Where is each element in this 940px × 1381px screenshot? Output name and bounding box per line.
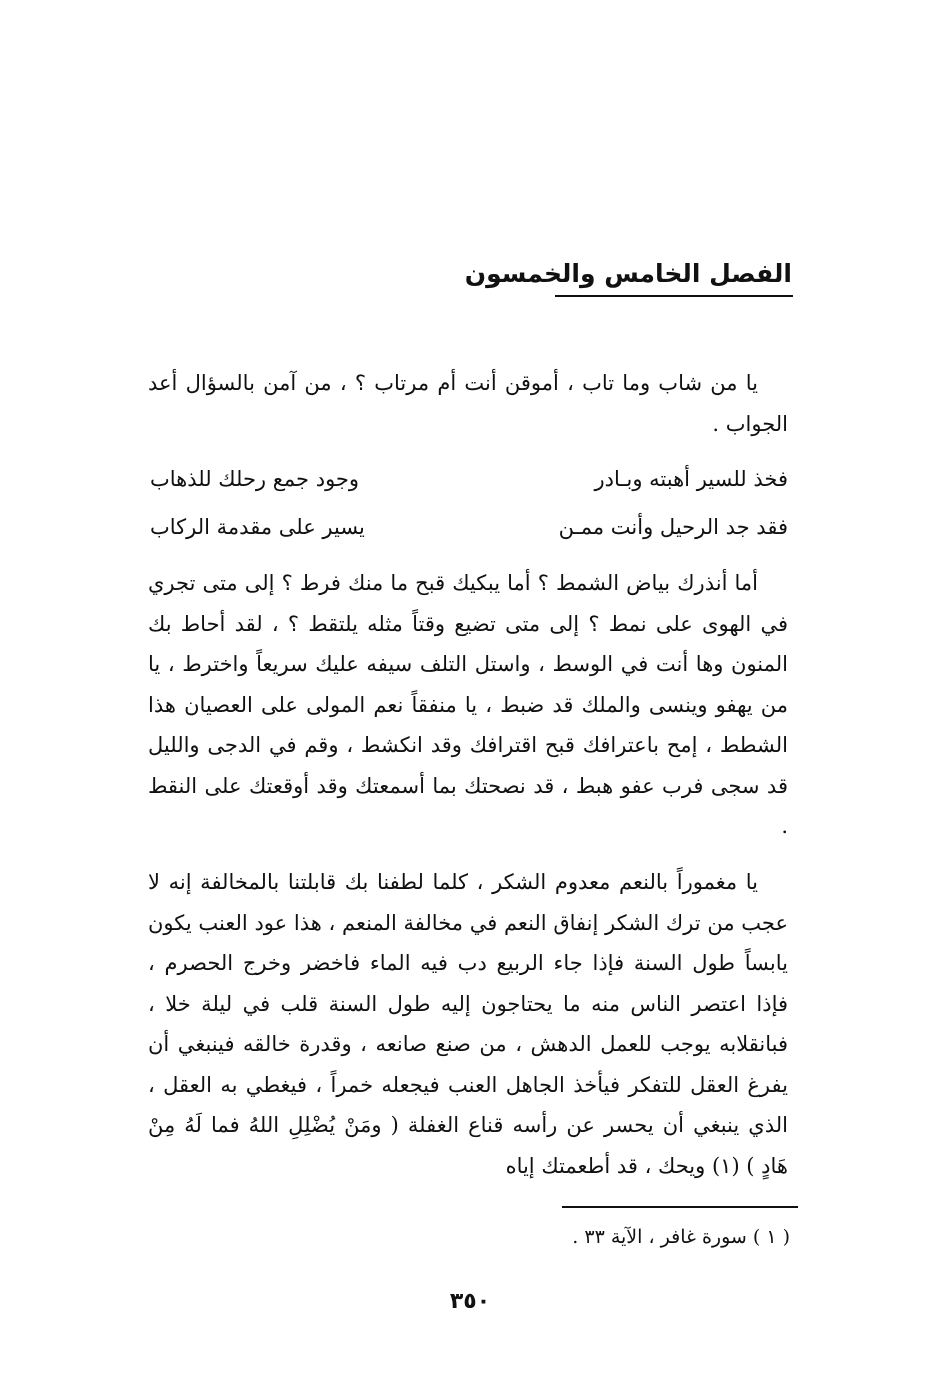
paragraph-2: أما أنذرك بياض الشمط ؟ أما يبكيك قبح ما منك فرط ؟ إلى متى تجري في الهوى على نمط ؟ إلى متى تضيع وقتاً مثله يلتقط ؟ ، لقد أحاط بك المنون وها أنت في الوسط ، واستل التلف سيفه عليك سريعاً واخترط ، يا من يهفو وينسى والملك قد ضبط ، يا منفقاً نعم المولى على العصيان هذا الشطط ، إمح باعترافك قبح اقترافك وقد انكشط ، وقم في الدجى والليل قد سجى فرب عفو هبط ، قد نصحتك بما أسمعتك وقد أوقعتك على النقط . bbox=[148, 571, 788, 838]
verse-line-1-first-hemistich: فخذ للسير أهبته وبـادر bbox=[594, 467, 788, 491]
chapter-title: الفصل الخامس والخمسون bbox=[464, 259, 792, 288]
verse-line-2 bbox=[150, 503, 788, 551]
page-number: ٣٥٠ bbox=[449, 1289, 491, 1314]
footnote: ( ١ ) سورة غافر ، الآية ٣٣ . bbox=[572, 1226, 790, 1248]
paragraph-1: يا من شاب وما تاب ، أموقن أنت أم مرتاب ؟ ، من آمن بالسؤال أعد الجواب . bbox=[148, 371, 788, 436]
verse-line-1 bbox=[150, 455, 788, 503]
verse-line-2-first-hemistich: فقد جد الرحيل وأنت ممـن bbox=[558, 515, 788, 539]
footnote-separator bbox=[562, 1206, 798, 1208]
poem-verse bbox=[150, 455, 788, 551]
paragraph-3: يا مغموراً بالنعم معدوم الشكر ، كلما لطفنا بك قابلتنا بالمخالفة إنه لا عجب من ترك الشكر إنفاق النعم في مخالفة المنعم ، هذا عود العنب يكون يابساً طول السنة فإذا جاء الربيع دب فيه الماء فاخضر وخرج الحصرم ، فإذا اعتصر الناس منه ما يحتاجون إليه طول السنة قلب في ليلة خلا ، فبانقلابه يوجب للعمل الدهش ، من صنع صانعه ، وقدرة خالقه فينبغي أن يفرغ العقل للتفكر فيأخذ الجاهل العنب فيجعله خمراً ، فيغطي به العقل ، الذي ينبغي أن يحسر عن رأسه قناع الغفلة ( ومَنْ يُضْلِلِ اللهُ فما لَهُ مِنْ هَادٍ ) (١) ويحك ، قد أطعمتك إياه bbox=[148, 870, 788, 1178]
verse-line-2-second-hemistich: يسير على مقدمة الركاب bbox=[150, 515, 365, 539]
title-underline bbox=[555, 295, 793, 297]
verse-line-1-second-hemistich: وجود جمع رحلك للذهاب bbox=[150, 467, 360, 491]
